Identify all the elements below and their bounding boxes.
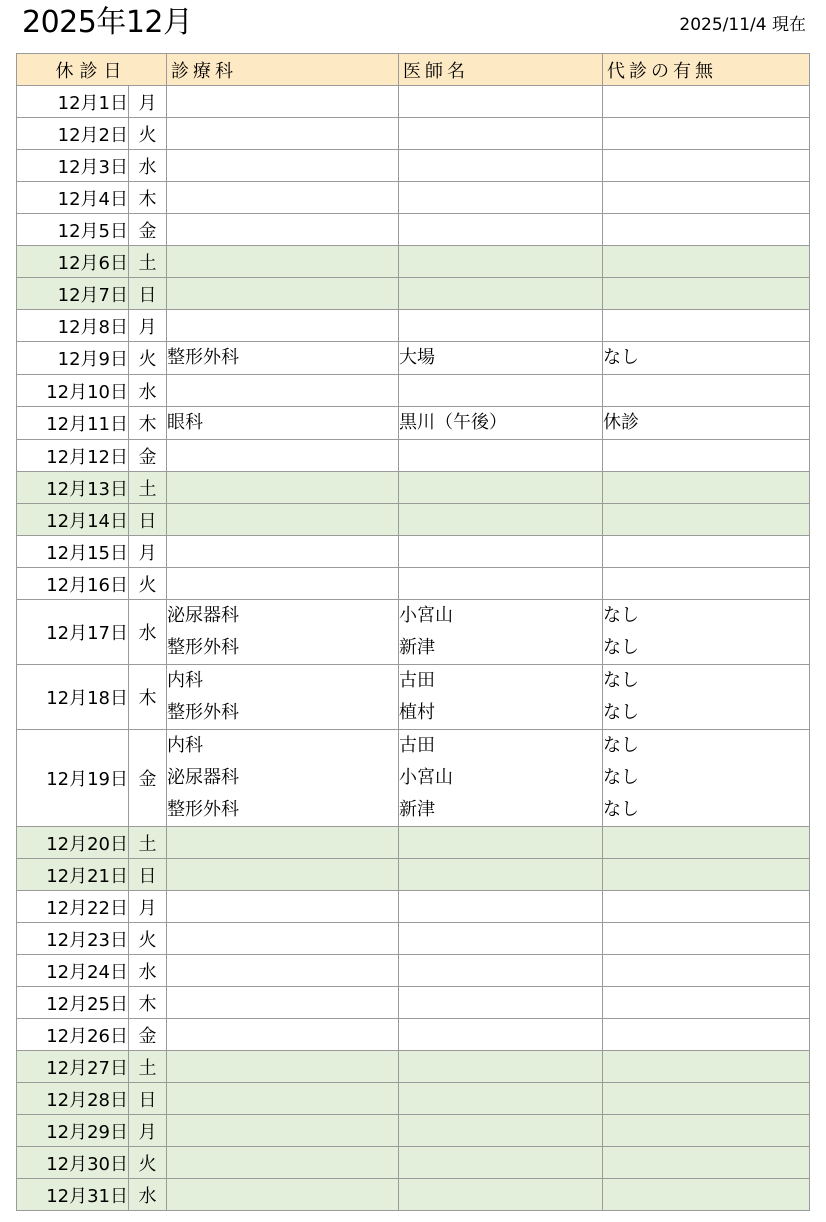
department-cell: [167, 310, 399, 342]
doctor-cell: [399, 440, 603, 472]
doctor-name: 新津: [399, 799, 435, 820]
substitute-cell: [603, 891, 810, 923]
doctor-cell: [399, 1179, 603, 1211]
table-row: [17, 310, 810, 342]
table-row: [17, 987, 810, 1019]
weekday-cell: 木: [129, 182, 167, 214]
column-header-doctor: 医師名: [399, 54, 603, 86]
doctor-cell: [399, 342, 603, 375]
doctor-name: 黒川（午後）: [399, 412, 507, 433]
substitute-status: なし: [603, 735, 639, 756]
table-row: [17, 86, 810, 118]
date-cell: 12月15日: [17, 536, 129, 568]
table-row: [17, 568, 810, 600]
date-cell: 12月1日: [17, 86, 129, 118]
substitute-cell: [603, 150, 810, 182]
weekday-cell: 日: [129, 278, 167, 310]
department-name: 整形外科: [167, 702, 239, 723]
weekday-cell: 水: [129, 375, 167, 407]
weekday-cell: 土: [129, 246, 167, 278]
column-header-day: 休診日: [17, 54, 167, 86]
column-header-substitute: 代診の有無: [603, 54, 810, 86]
department-cell: [167, 150, 399, 182]
table-header-row: [17, 54, 810, 86]
substitute-cell: [603, 987, 810, 1019]
table-row: [17, 182, 810, 214]
table-row: [17, 472, 810, 504]
doctor-cell: [399, 1147, 603, 1179]
doctor-cell: [399, 730, 603, 827]
substitute-cell: [603, 568, 810, 600]
department-cell: [167, 407, 399, 440]
doctor-cell: [399, 536, 603, 568]
substitute-cell: [603, 859, 810, 891]
weekday-cell: 金: [129, 214, 167, 246]
department-cell: [167, 955, 399, 987]
weekday-cell: 金: [129, 730, 167, 827]
substitute-status: なし: [603, 670, 639, 691]
department-name: 内科: [167, 735, 203, 756]
department-cell: [167, 859, 399, 891]
department-cell: [167, 923, 399, 955]
table-row: [17, 1019, 810, 1051]
date-cell: 12月29日: [17, 1115, 129, 1147]
weekday-cell: 月: [129, 536, 167, 568]
substitute-cell: [603, 923, 810, 955]
doctor-cell: [399, 1083, 603, 1115]
substitute-cell: [603, 472, 810, 504]
substitute-status: 休診: [603, 412, 639, 433]
date-cell: 12月19日: [17, 730, 129, 827]
date-cell: 12月3日: [17, 150, 129, 182]
substitute-cell: [603, 1147, 810, 1179]
substitute-cell: [603, 246, 810, 278]
department-cell: [167, 118, 399, 150]
date-cell: 12月4日: [17, 182, 129, 214]
substitute-cell: [603, 536, 810, 568]
doctor-cell: [399, 987, 603, 1019]
department-cell: [167, 891, 399, 923]
substitute-cell: [603, 118, 810, 150]
department-cell: [167, 375, 399, 407]
date-cell: 12月13日: [17, 472, 129, 504]
table-row: [17, 1051, 810, 1083]
doctor-cell: [399, 182, 603, 214]
weekday-cell: 水: [129, 1179, 167, 1211]
table-row: [17, 536, 810, 568]
department-cell: [167, 665, 399, 730]
date-cell: 12月27日: [17, 1051, 129, 1083]
doctor-cell: [399, 859, 603, 891]
doctor-cell: [399, 665, 603, 730]
substitute-cell: [603, 600, 810, 665]
weekday-cell: 火: [129, 568, 167, 600]
table-row: [17, 150, 810, 182]
substitute-status: なし: [603, 767, 639, 788]
substitute-cell: [603, 375, 810, 407]
department-cell: [167, 342, 399, 375]
doctor-cell: [399, 600, 603, 665]
table-row: [17, 1147, 810, 1179]
department-cell: [167, 730, 399, 827]
department-cell: [167, 827, 399, 859]
doctor-cell: [399, 118, 603, 150]
table-row: [17, 246, 810, 278]
substitute-cell: [603, 1083, 810, 1115]
substitute-status: なし: [603, 347, 639, 368]
department-cell: [167, 568, 399, 600]
date-cell: 12月18日: [17, 665, 129, 730]
table-row: [17, 827, 810, 859]
date-cell: 12月14日: [17, 504, 129, 536]
weekday-cell: 火: [129, 1147, 167, 1179]
department-name: 内科: [167, 670, 203, 691]
department-name: 泌尿器科: [167, 767, 239, 788]
column-header-dept: 診療科: [167, 54, 399, 86]
doctor-name: 古田: [399, 670, 435, 691]
weekday-cell: 月: [129, 310, 167, 342]
doctor-name: 新津: [399, 637, 435, 658]
department-cell: [167, 1147, 399, 1179]
table-row: [17, 955, 810, 987]
table-row: [17, 118, 810, 150]
table-row: [17, 407, 810, 440]
date-cell: 12月9日: [17, 342, 129, 375]
table-row: [17, 278, 810, 310]
substitute-cell: [603, 214, 810, 246]
department-cell: [167, 214, 399, 246]
doctor-name: 古田: [399, 735, 435, 756]
substitute-cell: [603, 182, 810, 214]
weekday-cell: 金: [129, 1019, 167, 1051]
table-row: [17, 859, 810, 891]
doctor-name: 植村: [399, 702, 435, 723]
date-cell: 12月28日: [17, 1083, 129, 1115]
weekday-cell: 火: [129, 342, 167, 375]
doctor-name: 小宮山: [399, 767, 453, 788]
table-row: [17, 1179, 810, 1211]
department-name: 整形外科: [167, 637, 239, 658]
doctor-name: 大場: [399, 347, 435, 368]
department-name: 泌尿器科: [167, 605, 239, 626]
doctor-cell: [399, 1115, 603, 1147]
date-cell: 12月17日: [17, 600, 129, 665]
table-row: [17, 375, 810, 407]
weekday-cell: 水: [129, 955, 167, 987]
date-cell: 12月30日: [17, 1147, 129, 1179]
substitute-cell: [603, 310, 810, 342]
department-cell: [167, 504, 399, 536]
substitute-cell: [603, 278, 810, 310]
substitute-cell: [603, 1115, 810, 1147]
date-cell: 12月8日: [17, 310, 129, 342]
date-cell: 12月11日: [17, 407, 129, 440]
substitute-cell: [603, 407, 810, 440]
weekday-cell: 日: [129, 859, 167, 891]
department-cell: [167, 1179, 399, 1211]
table-row: [17, 891, 810, 923]
substitute-cell: [603, 1179, 810, 1211]
weekday-cell: 日: [129, 504, 167, 536]
weekday-cell: 金: [129, 440, 167, 472]
table-row: [17, 214, 810, 246]
weekday-cell: 土: [129, 472, 167, 504]
department-cell: [167, 472, 399, 504]
department-cell: [167, 1051, 399, 1083]
doctor-name: 小宮山: [399, 605, 453, 626]
substitute-cell: [603, 440, 810, 472]
doctor-cell: [399, 246, 603, 278]
date-cell: 12月5日: [17, 214, 129, 246]
table-row: [17, 1115, 810, 1147]
doctor-cell: [399, 568, 603, 600]
date-cell: 12月7日: [17, 278, 129, 310]
doctor-cell: [399, 827, 603, 859]
weekday-cell: 月: [129, 86, 167, 118]
doctor-cell: [399, 407, 603, 440]
department-cell: [167, 278, 399, 310]
doctor-cell: [399, 923, 603, 955]
date-cell: 12月20日: [17, 827, 129, 859]
weekday-cell: 土: [129, 827, 167, 859]
doctor-cell: [399, 1051, 603, 1083]
department-cell: [167, 1083, 399, 1115]
doctor-cell: [399, 955, 603, 987]
substitute-cell: [603, 1051, 810, 1083]
doctor-cell: [399, 375, 603, 407]
table-body: [17, 86, 810, 1211]
substitute-status: なし: [603, 637, 639, 658]
doctor-cell: [399, 310, 603, 342]
date-cell: 12月24日: [17, 955, 129, 987]
date-cell: 12月25日: [17, 987, 129, 1019]
doctor-cell: [399, 1019, 603, 1051]
department-cell: [167, 246, 399, 278]
doctor-cell: [399, 891, 603, 923]
closure-schedule-table: [16, 53, 810, 1211]
date-cell: 12月31日: [17, 1179, 129, 1211]
substitute-cell: [603, 86, 810, 118]
department-cell: [167, 1019, 399, 1051]
weekday-cell: 水: [129, 150, 167, 182]
department-cell: [167, 987, 399, 1019]
department-name: 眼科: [167, 412, 203, 433]
table-row: [17, 342, 810, 375]
department-name: 整形外科: [167, 347, 239, 368]
substitute-cell: [603, 665, 810, 730]
table-row: [17, 504, 810, 536]
date-cell: 12月22日: [17, 891, 129, 923]
department-cell: [167, 1115, 399, 1147]
department-cell: [167, 536, 399, 568]
table-row: [17, 1083, 810, 1115]
weekday-cell: 土: [129, 1051, 167, 1083]
date-cell: 12月12日: [17, 440, 129, 472]
weekday-cell: 月: [129, 1115, 167, 1147]
date-cell: 12月21日: [17, 859, 129, 891]
doctor-cell: [399, 278, 603, 310]
date-cell: 12月10日: [17, 375, 129, 407]
date-cell: 12月26日: [17, 1019, 129, 1051]
weekday-cell: 水: [129, 600, 167, 665]
weekday-cell: 木: [129, 987, 167, 1019]
doctor-cell: [399, 504, 603, 536]
weekday-cell: 日: [129, 1083, 167, 1115]
substitute-cell: [603, 955, 810, 987]
department-cell: [167, 600, 399, 665]
table-row: [17, 923, 810, 955]
weekday-cell: 火: [129, 118, 167, 150]
weekday-cell: 月: [129, 891, 167, 923]
table-row: [17, 440, 810, 472]
date-cell: 12月23日: [17, 923, 129, 955]
table-row: [17, 665, 810, 730]
doctor-cell: [399, 86, 603, 118]
doctor-cell: [399, 150, 603, 182]
doctor-cell: [399, 214, 603, 246]
table-row: [17, 730, 810, 827]
table-row: [17, 600, 810, 665]
date-cell: 12月16日: [17, 568, 129, 600]
department-cell: [167, 182, 399, 214]
page-title: 2025年12月: [22, 5, 193, 40]
date-cell: 12月2日: [17, 118, 129, 150]
substitute-cell: [603, 504, 810, 536]
weekday-cell: 火: [129, 923, 167, 955]
date-cell: 12月6日: [17, 246, 129, 278]
substitute-status: なし: [603, 702, 639, 723]
department-cell: [167, 86, 399, 118]
department-name: 整形外科: [167, 799, 239, 820]
department-cell: [167, 440, 399, 472]
substitute-cell: [603, 1019, 810, 1051]
substitute-cell: [603, 827, 810, 859]
as-of-date: 2025/11/4 現在: [679, 15, 806, 35]
substitute-status: なし: [603, 605, 639, 626]
substitute-cell: [603, 730, 810, 827]
weekday-cell: 木: [129, 407, 167, 440]
doctor-cell: [399, 472, 603, 504]
weekday-cell: 木: [129, 665, 167, 730]
substitute-cell: [603, 342, 810, 375]
substitute-status: なし: [603, 799, 639, 820]
